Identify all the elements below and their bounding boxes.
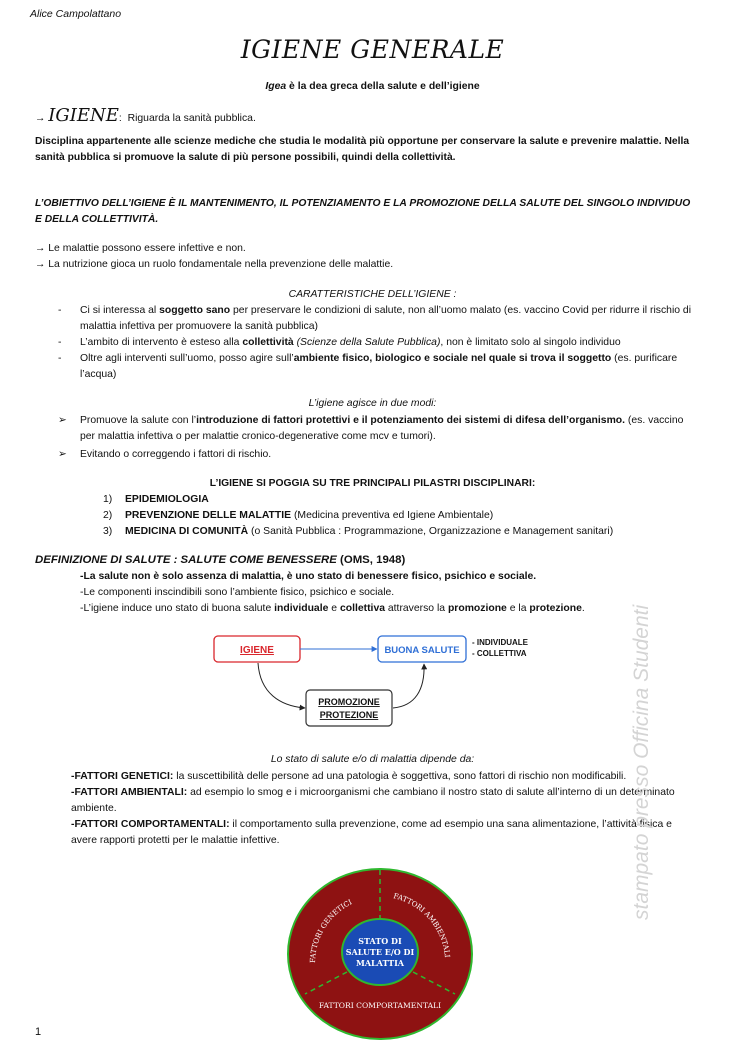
list-number: 2) [103, 510, 113, 521]
promozione-label: PROMOZIONE [318, 697, 380, 707]
igiene-definition [35, 105, 256, 127]
list-item [58, 413, 698, 445]
print-watermark [628, 510, 658, 930]
arrowhead-marker: ➢ [58, 449, 67, 460]
line-text: . [581, 603, 585, 614]
cause-label: -FATTORI GENETICI: [71, 771, 174, 782]
line-text: -L’igiene induce uno stato di buona salute [80, 603, 275, 614]
pillars-list [103, 492, 703, 540]
item-bold: collettività [242, 337, 294, 348]
page-number: 1 [35, 1026, 42, 1038]
list-item [103, 524, 703, 540]
item-text: (Medicina preventiva ed Igiene Ambientale) [291, 510, 494, 521]
line-bold: promozione [447, 603, 507, 614]
item-text: , non è limitato solo al singolo individuo [440, 337, 621, 348]
list-number: 1) [103, 494, 113, 505]
subtitle-rest: è la dea greca della salute e dell’igiene [286, 81, 480, 92]
arrowhead-marker: ➢ [58, 415, 67, 426]
item-text: Oltre agli interventi sull’uomo, posso agire sull’ [80, 353, 294, 364]
igiene-definition-text: Riguarda la sanità pubblica. [127, 113, 256, 124]
definition-line [80, 601, 700, 617]
collettiva-label: - COLLETTIVA [472, 649, 527, 658]
promozione-protezione-box [306, 690, 392, 726]
arrow-note: → La nutrizione gioca un ruolo fondamentale nella prevenzione delle malattie. [35, 259, 394, 270]
buona-salute-label: BUONA SALUTE [384, 645, 460, 656]
modes-list [58, 413, 698, 463]
line-bold: protezione [529, 603, 582, 614]
modes-title: L’igiene agisce in due modi: [308, 398, 437, 409]
arrow-note: → Le malattie possono essere infettive e non. [35, 243, 246, 254]
center-label: SALUTE E/O DI [345, 947, 415, 957]
characteristics-list [58, 303, 698, 383]
cause-label: -FATTORI COMPORTAMENTALI: [71, 819, 230, 830]
line-bold: collettiva [339, 603, 385, 614]
igiene-box-label: IGIENE [240, 645, 274, 656]
item-bold: ambiente fisico, biologico e sociale nel quale si trova il soggetto [293, 353, 612, 364]
cause-text: ad esempio lo smog e i microorganismi che cambiano il nostro stato di salute all’interno di un determinato ambiente. [71, 787, 675, 814]
cause-item [71, 817, 681, 849]
definition-title-main: DEFINIZIONE DI SALUTE : SALUTE COME BENESSERE [35, 554, 337, 566]
line-bold: individuale [274, 603, 329, 614]
genetici-text: FATTORI GENETICI [307, 897, 354, 964]
author-name: Alice Campolattano [30, 8, 122, 20]
item-bold: EPIDEMIOLOGIA [125, 494, 209, 505]
characteristics-title: CARATTERISTICHE DELL’IGIENE : [288, 289, 457, 300]
cause-label: -FATTORI AMBIENTALI: [71, 787, 188, 798]
cause-text: il comportamento sulla prevenzione, come ad esempio una sana alimentazione, l’attività fisica e avere rapporti protetti per le malattie infettive. [71, 819, 672, 846]
item-text: (es. purificare l’acqua) [80, 353, 678, 380]
definition-line: -La salute non è solo assenza di malattia, è uno stato di benessere fisico, psichico e sociale. [80, 571, 537, 582]
list-item [58, 447, 698, 463]
causes-list [71, 769, 681, 849]
cause-text: la suscettibilità delle persone ad una patologia è soggettiva, sono fattori di rischio non modificabili. [173, 771, 627, 782]
subtitle-em: Igea [265, 81, 287, 92]
list-number: 3) [103, 526, 113, 537]
item-italic: (Scienze della Salute Pubblica) [293, 337, 441, 348]
list-item [58, 303, 698, 335]
pillars-title: L’IGIENE SI POGGIA SU TRE PRINCIPALI PILASTRI DISCIPLINARI: [209, 478, 536, 489]
dash-marker: - [58, 337, 62, 348]
arrow-notes [35, 241, 393, 273]
item-text: L’ambito di intervento è esteso alla [80, 337, 243, 348]
arrow-glyph: → [35, 113, 46, 124]
line-text: attraverso la [385, 603, 448, 614]
item-bold: soggetto sano [159, 305, 231, 316]
center-label: MALATTIA [355, 958, 405, 968]
cause-item [71, 785, 681, 817]
ambientali-text: FATTORI AMBIENTALI [392, 891, 453, 958]
item-text: Ci si interessa al [80, 305, 160, 316]
objective-paragraph: L’OBIETTIVO DELL’IGIENE È IL MANTENIMENTO, IL POTENZIAMENTO E LA PROMOZIONE DELLA SALUTE DEL SINGOLO INDIVIDUO E DELLA COLLETTIVITÀ. [35, 198, 691, 225]
dash-marker: - [58, 353, 62, 364]
definition-title-source: (OMS, 1948) [336, 554, 406, 566]
cause-item [71, 769, 681, 785]
curve-arrow-left [258, 663, 305, 708]
item-text: Evitando o correggendo i fattori di rischio. [80, 449, 272, 460]
health-factors-diagram [285, 868, 475, 1042]
curve-arrow-right [393, 664, 424, 708]
intro-paragraph: Disciplina appartenente alle scienze mediche che studia le modalità più opportune per conservare la salute e prevenire malattie. Nella sanità pubblica si promuove la salute di più persone possibili, quindi della collettività. [35, 136, 690, 163]
definition-items [80, 569, 700, 617]
watermark-text: stampato presso Officina Studenti [630, 604, 653, 920]
causes-title: Lo stato di salute e/o di malattia dipende da: [270, 754, 475, 765]
subtitle [0, 79, 745, 95]
line-text: e la [506, 603, 530, 614]
dash-marker: - [58, 305, 62, 316]
line-text: e [328, 603, 340, 614]
comportamentali-label: FATTORI COMPORTAMENTALI [318, 1001, 442, 1010]
item-text: per preservare le condizioni di salute, non all’uomo malato (es. vaccino Covid per ridurre il rischio di malattia infettiva per promuovere la sanità pubblica) [80, 305, 692, 332]
item-text: (es. vaccino per malattia infettiva o per malattie cronico-degenerative come mcv e tumori). [80, 415, 684, 442]
individuale-label: - INDIVIDUALE [472, 638, 528, 647]
protezione-label: PROTEZIONE [319, 710, 379, 720]
item-text: (o Sanità Pubblica : Programmazione, Organizzazione e Management sanitari) [248, 526, 614, 537]
definition-title [35, 552, 405, 568]
igiene-word: IGIENE [48, 105, 119, 126]
list-item [58, 335, 698, 351]
definition-line: -Le componenti inscindibili sono l’ambiente fisico, psichico e sociale. [80, 587, 395, 598]
item-bold: PREVENZIONE DELLE MALATTIE [125, 510, 292, 521]
list-item [103, 492, 703, 508]
list-item [103, 508, 703, 524]
colon: : [118, 113, 122, 124]
list-item [58, 351, 698, 383]
item-bold: introduzione di fattori protettivi e il potenziamento dei sistemi di difesa dell’organismo. [196, 415, 626, 426]
igiene-flow-diagram [200, 628, 550, 733]
center-label: STATO DI [358, 936, 402, 946]
item-text: Promuove la salute con l’ [80, 415, 197, 426]
item-bold: MEDICINA DI COMUNITÀ [125, 526, 249, 537]
page-title: IGIENE GENERALE [240, 35, 505, 64]
